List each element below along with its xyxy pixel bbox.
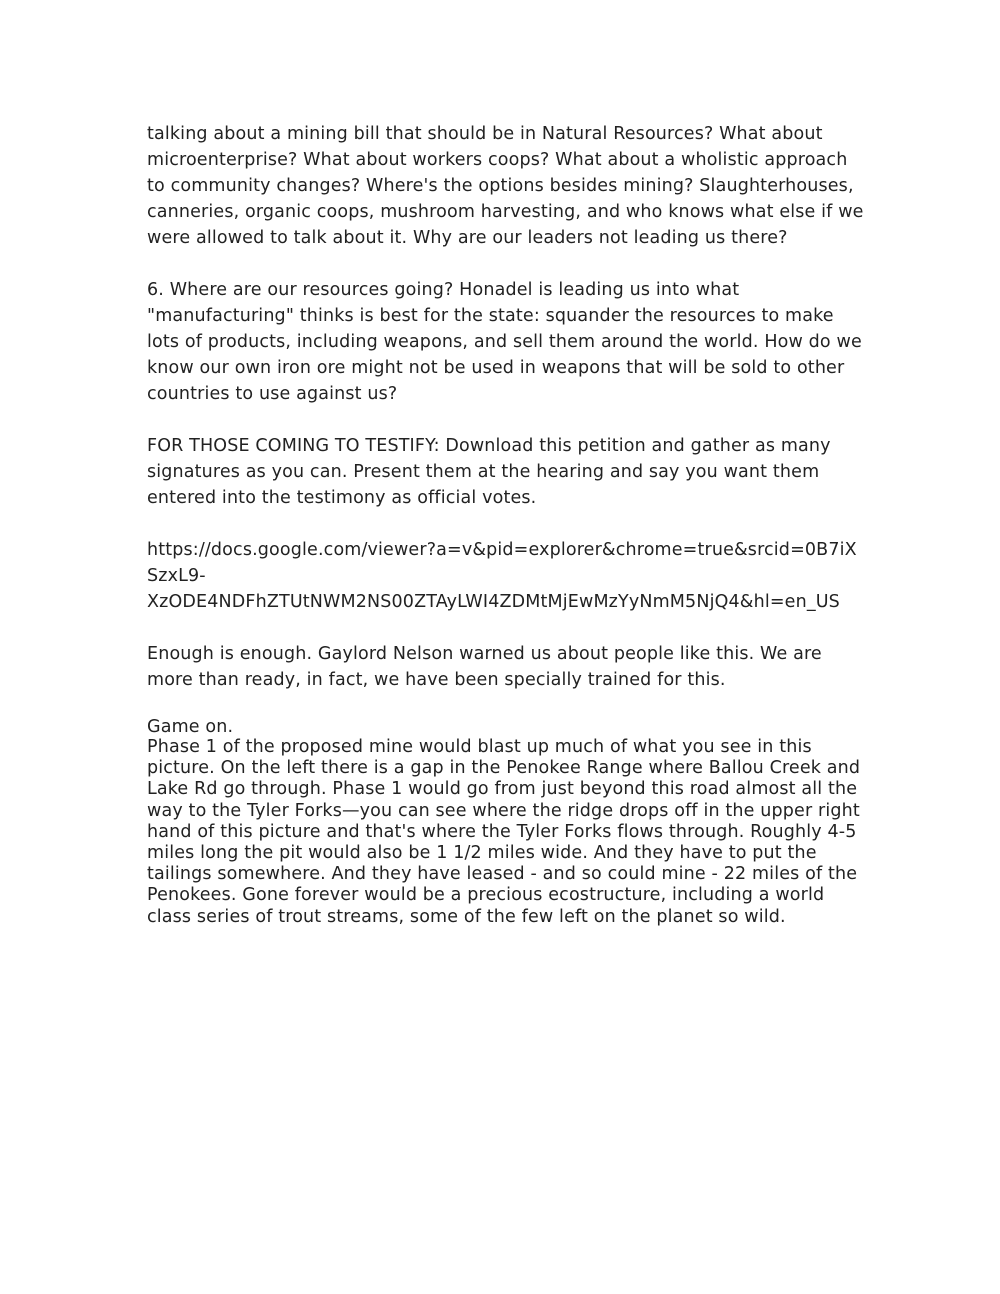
document-page xyxy=(147,121,867,928)
photo-caption-block xyxy=(147,717,867,928)
paragraph-enough: Enough is enough. Gaylord Nelson warned us about people like this. We are more than ready, in fact, we have been specially trained for this. xyxy=(147,644,822,690)
photo-caption: Phase 1 of the proposed mine would blast up much of what you see in this picture. On the left there is a gap in the Penokee Range where Ballou Creek and Lake Rd go through. Phase 1 would go from just beyond this road almost all the way to the Tyler Forks—you can see where the ridge drops off in the upper right hand of this picture and that's where the Tyler Forks flows through. Roughly 4-5 miles long the pit would also be 1 1/2 miles wide. And they have to put the tailings somewhere. And they have leased - and so could mine - 22 miles of the Penokees. Gone forever would be a precious ecostructure, including a world class series of trout streams, some of the few left on the planet so wild. xyxy=(147,737,861,927)
petition-url-line-2[interactable]: SzxL9- xyxy=(147,566,206,586)
game-on-text: Game on. xyxy=(147,717,234,737)
paragraph-resources: 6. Where are our resources going? Honadel is leading us into what "manufacturing" thinks is best for the state: squander the resources to make lots of products, including weapons, and sell them around the world. How do we know our own iron ore might not be used in weapons that will be sold to other countries to use against us? xyxy=(147,280,862,404)
paragraph-testify: FOR THOSE COMING TO TESTIFY: Download this petition and gather as many signatures as you can. Present them at the hearing and say you want them entered into the testimony as official votes. xyxy=(147,436,831,508)
petition-url-line-3[interactable]: XzODE4NDFhZTUtNWM2NS00ZTAyLWI4ZDMtMjEwMzYyNmM5NjQ4&hl=en_US xyxy=(147,592,840,612)
paragraph-alternatives: talking about a mining bill that should be in Natural Resources? What about microenterprise? What about workers coops? What about a wholistic approach to community changes? Where's the options besides mining? Slaughterhouses, canneries, organic coops, mushroom harvesting, and who knows what else if we were allowed to talk about it. Why are our leaders not leading us there? xyxy=(147,124,864,248)
petition-link[interactable] xyxy=(147,537,867,615)
petition-url-line-1[interactable]: https://docs.google.com/viewer?a=v&pid=explorer&chrome=true&srcid=0B7iX xyxy=(147,540,857,560)
